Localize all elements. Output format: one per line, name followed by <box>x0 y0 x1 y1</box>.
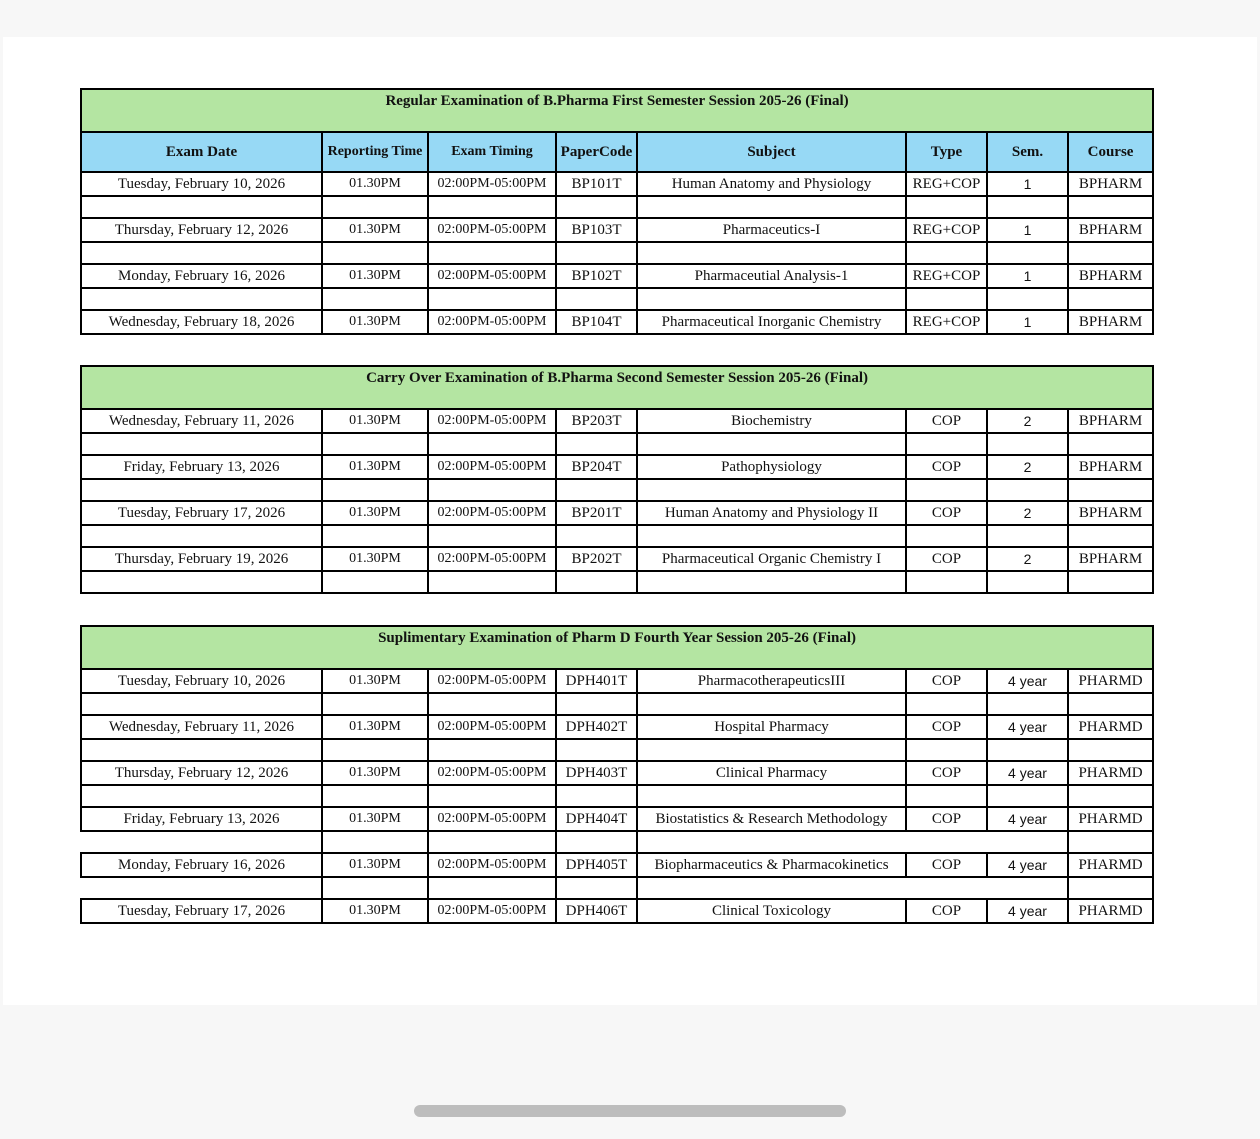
course: PHARMD <box>1068 715 1153 739</box>
course: BPHARM <box>1068 501 1153 525</box>
course: PHARMD <box>1068 807 1153 831</box>
exam-type: COP <box>906 501 987 525</box>
table-row <box>81 761 1153 785</box>
exam-timing: 02:00PM-05:00PM <box>428 409 556 433</box>
empty-row <box>81 196 1153 218</box>
exam-date: Friday, February 13, 2026 <box>81 807 322 831</box>
exam-timing: 02:00PM-05:00PM <box>428 715 556 739</box>
semester: 4 year <box>987 669 1068 693</box>
empty-row <box>81 242 1153 264</box>
col-header-type: Type <box>906 132 987 172</box>
section-title: Regular Examination of B.Pharma First Semester Session 205-26 (Final) <box>81 89 1153 132</box>
exam-schedule-table <box>80 625 1154 924</box>
course: BPHARM <box>1068 172 1153 196</box>
reporting-time: 01.30PM <box>322 853 428 877</box>
semester: 4 year <box>987 899 1068 923</box>
reporting-time: 01.30PM <box>322 501 428 525</box>
paper-code: BP102T <box>556 264 637 288</box>
exam-timing: 02:00PM-05:00PM <box>428 669 556 693</box>
exam-type: COP <box>906 547 987 571</box>
exam-type: COP <box>906 455 987 479</box>
reporting-time: 01.30PM <box>322 807 428 831</box>
course: BPHARM <box>1068 310 1153 334</box>
section-carryover-bpharma-sem2 <box>80 365 1152 594</box>
exam-date: Thursday, February 19, 2026 <box>81 547 322 571</box>
exam-type: COP <box>906 853 987 877</box>
exam-date: Tuesday, February 10, 2026 <box>81 172 322 196</box>
subject: Pharmaceutical Inorganic Chemistry <box>637 310 906 334</box>
exam-date: Monday, February 16, 2026 <box>81 264 322 288</box>
section-regular-bpharma-sem1 <box>80 88 1152 335</box>
semester: 2 <box>987 501 1068 525</box>
exam-schedule-table <box>80 88 1154 335</box>
reporting-time: 01.30PM <box>322 669 428 693</box>
subject: Biochemistry <box>637 409 906 433</box>
reporting-time: 01.30PM <box>322 715 428 739</box>
course: BPHARM <box>1068 218 1153 242</box>
exam-date: Tuesday, February 17, 2026 <box>81 899 322 923</box>
exam-timing: 02:00PM-05:00PM <box>428 899 556 923</box>
reporting-time: 01.30PM <box>322 310 428 334</box>
subject: Hospital Pharmacy <box>637 715 906 739</box>
exam-schedule-table <box>80 365 1154 594</box>
exam-type: REG+COP <box>906 218 987 242</box>
empty-row <box>81 877 1153 899</box>
table-row <box>81 899 1153 923</box>
paper-code: DPH401T <box>556 669 637 693</box>
exam-timing: 02:00PM-05:00PM <box>428 455 556 479</box>
table-row <box>81 715 1153 739</box>
exam-type: COP <box>906 715 987 739</box>
exam-type: COP <box>906 761 987 785</box>
col-header-sem: Sem. <box>987 132 1068 172</box>
subject: Pharmaceutial Analysis-1 <box>637 264 906 288</box>
semester: 2 <box>987 455 1068 479</box>
exam-timing: 02:00PM-05:00PM <box>428 807 556 831</box>
course: BPHARM <box>1068 547 1153 571</box>
subject: Human Anatomy and Physiology <box>637 172 906 196</box>
table-row <box>81 455 1153 479</box>
exam-date: Thursday, February 12, 2026 <box>81 218 322 242</box>
table-row <box>81 501 1153 525</box>
semester: 2 <box>987 547 1068 571</box>
exam-type: REG+COP <box>906 310 987 334</box>
table-row <box>81 547 1153 571</box>
subject: Biostatistics & Research Methodology <box>637 807 906 831</box>
section-supplementary-pharmd-year4 <box>80 625 1152 924</box>
subject: Human Anatomy and Physiology II <box>637 501 906 525</box>
semester: 4 year <box>987 807 1068 831</box>
section-title: Carry Over Examination of B.Pharma Second Semester Session 205-26 (Final) <box>81 366 1153 409</box>
exam-timing: 02:00PM-05:00PM <box>428 264 556 288</box>
col-header-reporting-time: Reporting Time <box>322 132 428 172</box>
reporting-time: 01.30PM <box>322 899 428 923</box>
exam-type: REG+COP <box>906 172 987 196</box>
table-row <box>81 310 1153 334</box>
reporting-time: 01.30PM <box>322 409 428 433</box>
exam-date: Wednesday, February 11, 2026 <box>81 715 322 739</box>
empty-row <box>81 571 1153 593</box>
exam-date: Tuesday, February 10, 2026 <box>81 669 322 693</box>
paper-code: DPH406T <box>556 899 637 923</box>
paper-code: DPH403T <box>556 761 637 785</box>
exam-type: COP <box>906 899 987 923</box>
semester: 4 year <box>987 761 1068 785</box>
reporting-time: 01.30PM <box>322 172 428 196</box>
subject: Pharmaceutics-I <box>637 218 906 242</box>
paper-code: DPH402T <box>556 715 637 739</box>
semester: 4 year <box>987 715 1068 739</box>
paper-code: BP203T <box>556 409 637 433</box>
semester: 1 <box>987 264 1068 288</box>
table-row <box>81 669 1153 693</box>
course: BPHARM <box>1068 409 1153 433</box>
exam-type: COP <box>906 409 987 433</box>
exam-timing: 02:00PM-05:00PM <box>428 761 556 785</box>
course: BPHARM <box>1068 455 1153 479</box>
col-header-paper-code: PaperCode <box>556 132 637 172</box>
paper-code: BP101T <box>556 172 637 196</box>
section-title: Suplimentary Examination of Pharm D Fourth Year Session 205-26 (Final) <box>81 626 1153 669</box>
exam-timing: 02:00PM-05:00PM <box>428 501 556 525</box>
semester: 1 <box>987 310 1068 334</box>
exam-timing: 02:00PM-05:00PM <box>428 218 556 242</box>
paper-code: DPH405T <box>556 853 637 877</box>
exam-date: Tuesday, February 17, 2026 <box>81 501 322 525</box>
exam-type: COP <box>906 807 987 831</box>
paper-code: BP202T <box>556 547 637 571</box>
subject: Biopharmaceutics & Pharmacokinetics <box>637 853 906 877</box>
reporting-time: 01.30PM <box>322 547 428 571</box>
reporting-time: 01.30PM <box>322 264 428 288</box>
empty-row <box>81 693 1153 715</box>
exam-date: Friday, February 13, 2026 <box>81 455 322 479</box>
table-row <box>81 807 1153 831</box>
exam-timing: 02:00PM-05:00PM <box>428 547 556 571</box>
subject: Clinical Toxicology <box>637 899 906 923</box>
empty-row <box>81 479 1153 501</box>
semester: 1 <box>987 172 1068 196</box>
paper-code: BP104T <box>556 310 637 334</box>
col-header-exam-date: Exam Date <box>81 132 322 172</box>
subject: PharmacotherapeuticsIII <box>637 669 906 693</box>
subject: Pathophysiology <box>637 455 906 479</box>
paper-code: BP204T <box>556 455 637 479</box>
exam-date: Thursday, February 12, 2026 <box>81 761 322 785</box>
course: PHARMD <box>1068 761 1153 785</box>
table-row <box>81 409 1153 433</box>
table-row <box>81 853 1153 877</box>
empty-row <box>81 433 1153 455</box>
semester: 1 <box>987 218 1068 242</box>
exam-timing: 02:00PM-05:00PM <box>428 310 556 334</box>
exam-timing: 02:00PM-05:00PM <box>428 853 556 877</box>
reporting-time: 01.30PM <box>322 218 428 242</box>
column-header-row <box>81 132 1153 172</box>
subject: Pharmaceutical Organic Chemistry I <box>637 547 906 571</box>
col-header-course: Course <box>1068 132 1153 172</box>
exam-date: Monday, February 16, 2026 <box>81 853 322 877</box>
table-row <box>81 172 1153 196</box>
empty-row <box>81 525 1153 547</box>
paper-code: BP201T <box>556 501 637 525</box>
exam-timing: 02:00PM-05:00PM <box>428 172 556 196</box>
exam-type: REG+COP <box>906 264 987 288</box>
reporting-time: 01.30PM <box>322 761 428 785</box>
reporting-time: 01.30PM <box>322 455 428 479</box>
table-row <box>81 218 1153 242</box>
semester: 4 year <box>987 853 1068 877</box>
subject: Clinical Pharmacy <box>637 761 906 785</box>
empty-row <box>81 831 1153 853</box>
table-row <box>81 264 1153 288</box>
col-header-exam-timing: Exam Timing <box>428 132 556 172</box>
course: PHARMD <box>1068 853 1153 877</box>
exam-type: COP <box>906 669 987 693</box>
semester: 2 <box>987 409 1068 433</box>
exam-date: Wednesday, February 18, 2026 <box>81 310 322 334</box>
exam-date: Wednesday, February 11, 2026 <box>81 409 322 433</box>
course: PHARMD <box>1068 899 1153 923</box>
empty-row <box>81 739 1153 761</box>
paper-code: BP103T <box>556 218 637 242</box>
course: BPHARM <box>1068 264 1153 288</box>
course: PHARMD <box>1068 669 1153 693</box>
empty-row <box>81 288 1153 310</box>
col-header-subject: Subject <box>637 132 906 172</box>
paper-code: DPH404T <box>556 807 637 831</box>
horizontal-scrollbar[interactable] <box>414 1105 846 1117</box>
empty-row <box>81 785 1153 807</box>
